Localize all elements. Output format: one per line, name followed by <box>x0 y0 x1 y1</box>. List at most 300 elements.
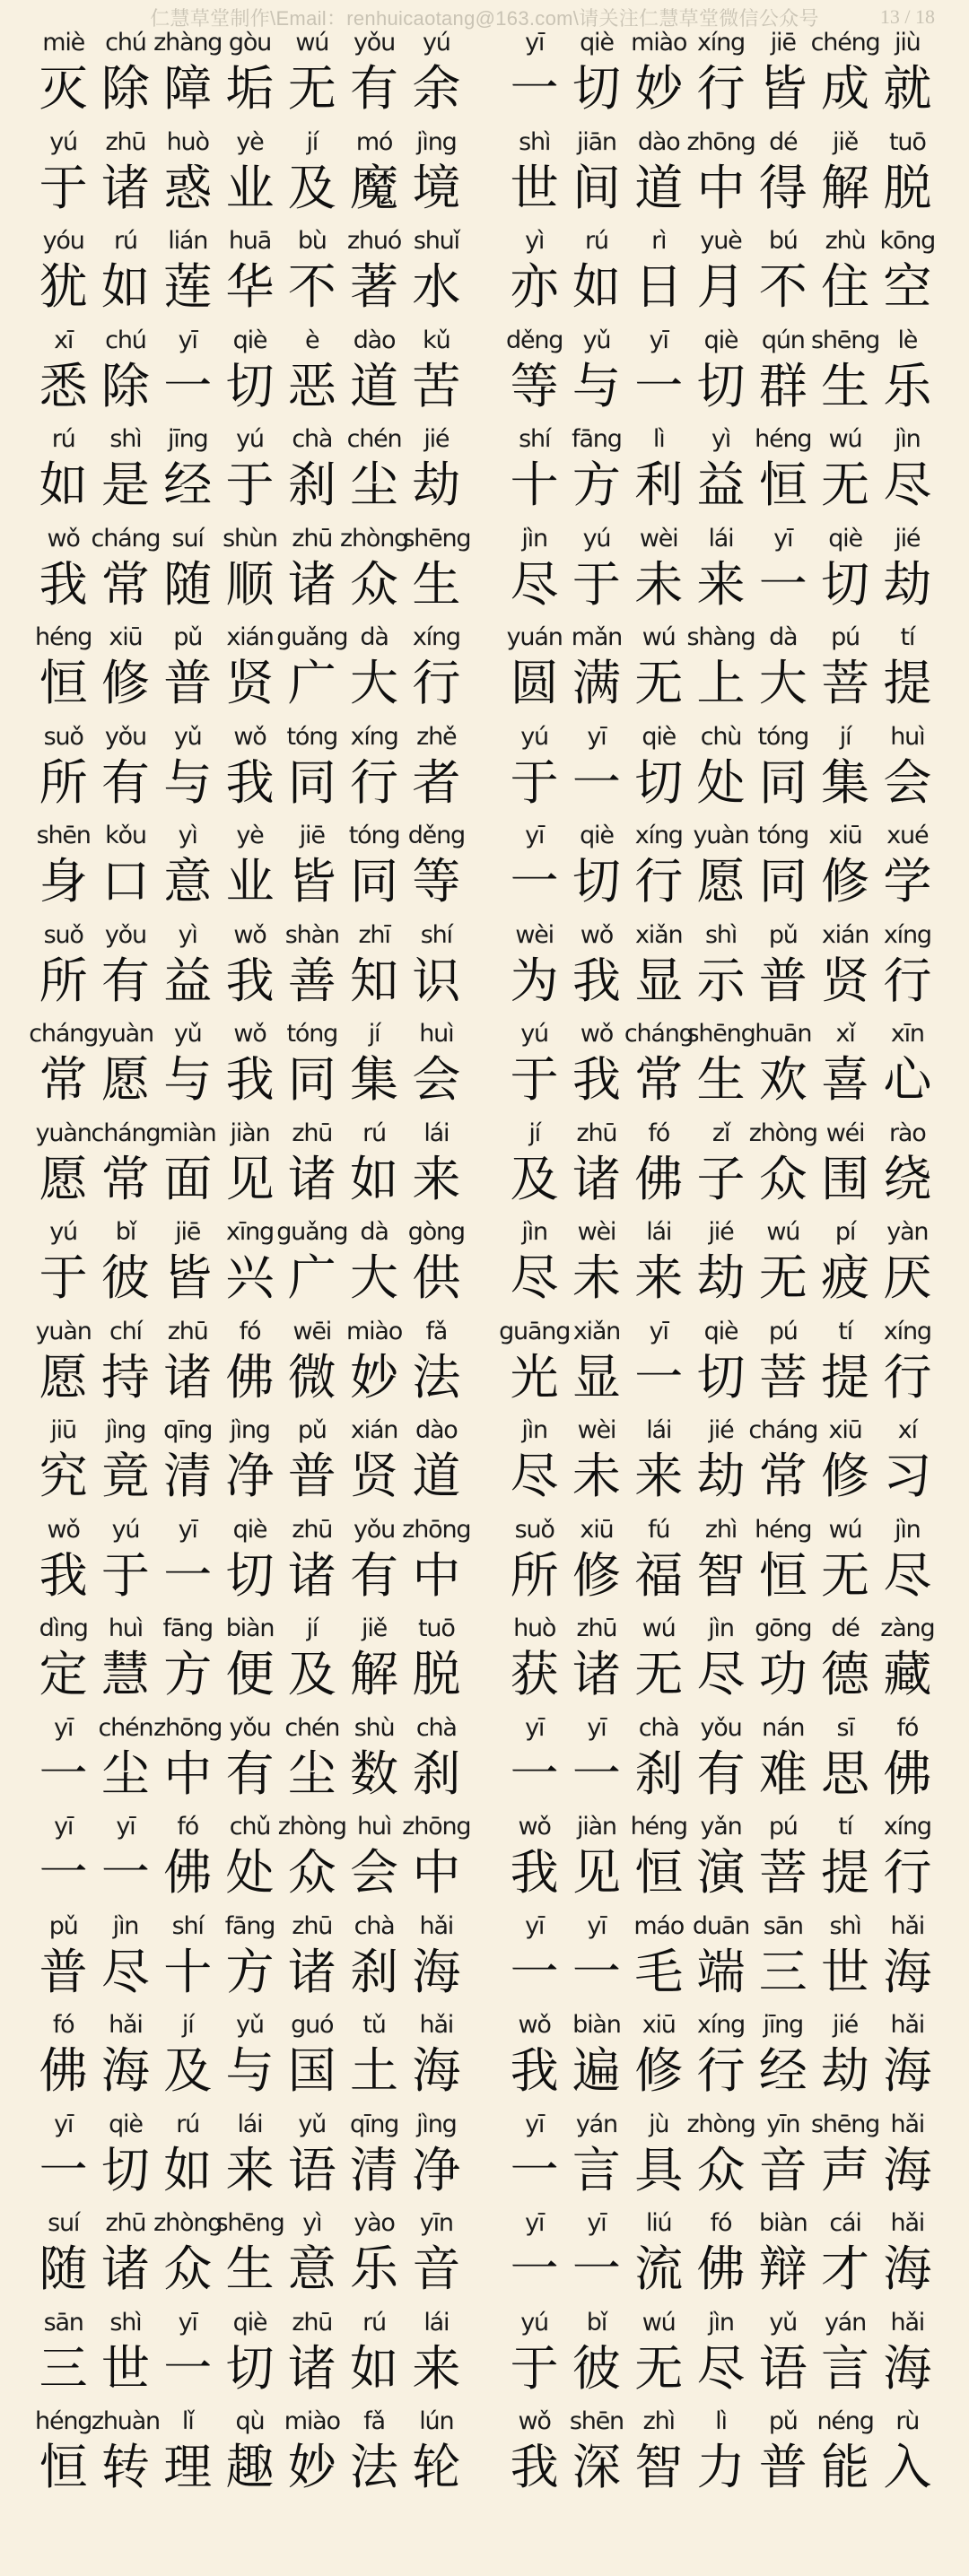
syllable <box>565 1811 627 1910</box>
verse-phrase-left <box>32 820 467 919</box>
syllable <box>406 1118 467 1217</box>
hanzi: 普 <box>758 2439 808 2495</box>
syllable <box>219 1811 281 1910</box>
pinyin: yī <box>649 326 668 354</box>
syllable <box>628 1316 690 1415</box>
hanzi: 上 <box>696 655 746 711</box>
pinyin: wèi <box>577 1416 616 1444</box>
verse-row <box>32 225 938 325</box>
syllable <box>628 1414 690 1514</box>
hanzi: 劫 <box>412 457 461 513</box>
pinyin: jù <box>649 2110 669 2138</box>
hanzi: 功 <box>758 1646 808 1702</box>
hanzi: 劫 <box>696 1448 746 1504</box>
pinyin: xíng <box>883 1813 931 1841</box>
syllable <box>877 622 938 721</box>
hanzi: 同 <box>287 753 336 811</box>
pinyin: yuè <box>700 227 742 255</box>
syllable <box>565 1712 627 1812</box>
hanzi: 我 <box>225 1051 275 1108</box>
pinyin: zhū <box>576 1118 617 1147</box>
pinyin: yuàn <box>97 1020 153 1048</box>
pinyin: zhōng <box>402 1813 471 1841</box>
hanzi: 水 <box>412 258 461 315</box>
hanzi: 一 <box>572 1943 621 2000</box>
pinyin: xíng <box>883 920 931 949</box>
pinyin: yú <box>520 2308 548 2337</box>
syllable <box>343 325 405 424</box>
syllable <box>628 2009 690 2109</box>
hanzi: 善 <box>287 952 336 1009</box>
pinyin: qiè <box>580 822 614 849</box>
syllable <box>752 325 814 424</box>
syllable <box>343 1514 405 1614</box>
pinyin: fú <box>648 1515 670 1544</box>
hanzi: 无 <box>634 2339 684 2397</box>
pinyin: rào <box>889 1118 926 1147</box>
verse-phrase-right <box>503 325 938 424</box>
hanzi: 法 <box>350 2439 399 2495</box>
syllable <box>94 1216 156 1316</box>
hanzi: 我 <box>572 952 621 1009</box>
pinyin: jìn <box>895 1515 921 1544</box>
pinyin: xīn <box>890 1020 924 1048</box>
hanzi: 贤 <box>350 1448 399 1504</box>
verse-phrase-right <box>503 1018 938 1118</box>
syllable <box>94 1910 156 2010</box>
hanzi: 妙 <box>287 2439 336 2495</box>
pinyin: huì <box>108 1614 143 1642</box>
pinyin: tuō <box>418 1614 455 1642</box>
syllable <box>32 2009 94 2109</box>
hanzi: 面 <box>163 1150 213 1207</box>
hanzi: 喜 <box>821 1051 870 1108</box>
syllable <box>814 126 876 226</box>
syllable <box>690 820 752 919</box>
pinyin: dào <box>415 1416 458 1444</box>
syllable <box>752 126 814 226</box>
verse-phrase-right <box>503 1613 938 1712</box>
syllable <box>406 1414 467 1514</box>
pinyin: yǎn <box>700 1813 742 1841</box>
syllable <box>32 423 94 523</box>
hanzi: 言 <box>821 2339 870 2397</box>
pinyin: xiǎn <box>635 920 683 949</box>
syllable <box>503 919 565 1019</box>
hanzi: 切 <box>821 555 870 613</box>
pinyin: zhū <box>292 1515 333 1544</box>
hanzi: 提 <box>883 655 932 711</box>
syllable <box>343 2109 405 2208</box>
hanzi: 围 <box>821 1150 870 1207</box>
pinyin: xíng <box>634 822 683 849</box>
syllable <box>628 1216 690 1316</box>
syllable <box>32 1613 94 1712</box>
pinyin: shí <box>420 920 452 949</box>
pinyin: zǐ <box>711 1118 730 1147</box>
syllable <box>877 820 938 919</box>
pinyin: zhū <box>105 127 146 156</box>
hanzi: 便 <box>225 1646 275 1702</box>
syllable <box>402 523 471 622</box>
syllable <box>157 1910 219 2010</box>
pinyin: yú <box>422 29 450 57</box>
hanzi: 愿 <box>39 1150 88 1207</box>
hanzi: 众 <box>696 2141 746 2198</box>
pinyin: xiū <box>580 1515 614 1544</box>
pinyin: zhuó <box>346 227 402 255</box>
hanzi: 随 <box>39 2241 88 2297</box>
syllable <box>406 1018 467 1118</box>
hanzi: 乐 <box>350 2241 399 2297</box>
syllable <box>91 2406 160 2505</box>
hanzi: 所 <box>39 753 88 811</box>
verse-phrase-left <box>32 1216 467 1316</box>
pinyin: yǒu <box>354 29 396 57</box>
syllable <box>814 2009 876 2109</box>
hanzi: 我 <box>510 2042 559 2099</box>
pinyin: yǒu <box>354 1515 396 1544</box>
pinyin: bǐ <box>115 1218 136 1246</box>
pinyin: yú <box>520 722 548 751</box>
syllable <box>690 1712 752 1812</box>
syllable <box>94 2207 156 2307</box>
syllable <box>628 1712 690 1812</box>
pinyin: huò <box>513 1614 556 1642</box>
hanzi: 海 <box>412 1943 461 2000</box>
pinyin: qún <box>761 326 805 354</box>
hanzi: 彼 <box>572 2339 621 2397</box>
pinyin: wǒ <box>233 1020 266 1048</box>
syllable <box>94 126 156 226</box>
hanzi: 经 <box>758 2042 808 2099</box>
hanzi: 群 <box>758 357 808 414</box>
hanzi: 惑 <box>163 159 213 216</box>
syllable <box>565 2307 627 2406</box>
pinyin: yuàn <box>693 822 749 849</box>
hanzi: 皆 <box>758 60 808 117</box>
pinyin: chén <box>346 425 402 453</box>
verse-phrase-left <box>32 721 467 821</box>
syllable <box>690 325 752 424</box>
hanzi: 修 <box>100 655 150 711</box>
syllable <box>752 1316 814 1415</box>
syllable <box>276 1216 348 1316</box>
syllable <box>219 523 281 622</box>
hanzi: 诸 <box>287 1943 336 2000</box>
hanzi: 心 <box>883 1051 932 1108</box>
hanzi: 著 <box>350 258 399 315</box>
pinyin: xíng <box>697 2011 745 2039</box>
syllable <box>281 423 343 523</box>
syllable <box>406 1216 467 1316</box>
syllable <box>32 820 94 919</box>
syllable <box>565 225 627 325</box>
pinyin: chí <box>109 1317 142 1345</box>
hanzi: 光 <box>510 1348 559 1405</box>
verse-row <box>32 820 938 919</box>
syllable <box>690 225 752 325</box>
syllable <box>565 919 627 1019</box>
verse-row <box>32 1910 938 2010</box>
syllable <box>219 325 281 424</box>
hanzi: 诸 <box>163 1348 213 1405</box>
syllable <box>628 2109 690 2208</box>
verse-phrase-right <box>503 721 938 821</box>
hanzi: 障 <box>163 60 213 117</box>
hanzi: 处 <box>225 1844 275 1901</box>
syllable <box>814 820 876 919</box>
hanzi: 绕 <box>883 1150 932 1207</box>
syllable <box>32 225 94 325</box>
pinyin: fó <box>177 1813 199 1841</box>
pinyin: máo <box>633 1911 685 1940</box>
hanzi: 定 <box>39 1646 88 1702</box>
pinyin: lái <box>708 524 734 553</box>
hanzi: 佛 <box>883 1745 932 1802</box>
syllable <box>690 2207 752 2307</box>
pinyin: tí <box>900 623 915 651</box>
syllable <box>877 2009 938 2109</box>
syllable <box>406 2207 467 2307</box>
syllable <box>752 1018 814 1118</box>
pinyin: wǒ <box>518 2407 551 2435</box>
syllable <box>628 225 690 325</box>
hanzi: 海 <box>883 1943 932 2000</box>
pinyin: tóng <box>348 822 400 849</box>
syllable <box>406 225 467 325</box>
syllable <box>752 2307 814 2406</box>
pinyin: yīn <box>419 2209 453 2237</box>
pinyin: chà <box>292 425 333 453</box>
syllable <box>565 2207 627 2307</box>
hanzi: 境 <box>412 159 461 216</box>
syllable <box>877 2207 938 2307</box>
pinyin: cháng <box>29 1020 99 1048</box>
pinyin: kǒu <box>105 822 146 849</box>
pinyin: lì <box>652 425 665 453</box>
syllable <box>32 126 94 226</box>
syllable <box>343 1118 405 1217</box>
syllable <box>503 1414 565 1514</box>
pinyin: suǒ <box>43 920 83 949</box>
hanzi: 有 <box>100 753 150 811</box>
hanzi: 垢 <box>225 60 275 117</box>
pinyin: guó <box>291 2011 334 2039</box>
syllable <box>565 27 627 126</box>
pinyin: gòu <box>228 29 272 57</box>
hanzi: 生 <box>412 555 461 613</box>
pinyin: hǎi <box>890 2209 925 2237</box>
hanzi: 不 <box>287 258 336 315</box>
verse-phrase-right <box>503 919 938 1019</box>
syllable <box>277 1811 346 1910</box>
syllable <box>219 126 281 226</box>
syllable <box>877 1018 938 1118</box>
pinyin: yì <box>525 227 545 255</box>
pinyin: wèi <box>515 920 554 949</box>
hanzi: 道 <box>350 357 399 414</box>
verse-row <box>32 1216 938 1316</box>
hanzi: 无 <box>634 655 684 711</box>
hanzi: 如 <box>350 1150 399 1207</box>
syllable <box>628 423 690 523</box>
pinyin: yī <box>525 29 545 57</box>
syllable <box>628 1514 690 1614</box>
hanzi: 修 <box>821 853 870 909</box>
hanzi: 力 <box>696 2439 746 2495</box>
pinyin: yī <box>178 2308 197 2337</box>
hanzi: 三 <box>758 1943 808 2000</box>
syllable <box>877 423 938 523</box>
pinyin: xíng <box>883 1317 931 1345</box>
hanzi: 诸 <box>287 555 336 613</box>
hanzi: 诸 <box>287 2339 336 2397</box>
hanzi: 未 <box>572 1249 621 1306</box>
syllable <box>406 919 467 1019</box>
syllable <box>503 820 565 919</box>
hanzi: 理 <box>163 2439 213 2495</box>
pinyin: dà <box>360 1218 388 1246</box>
syllable <box>157 919 219 1019</box>
hanzi: 诸 <box>287 1150 336 1207</box>
syllable <box>690 1316 752 1415</box>
hanzi: 方 <box>225 1943 275 2000</box>
syllable <box>281 2207 343 2307</box>
syllable <box>503 1514 565 1614</box>
pinyin: jìng <box>105 1416 146 1444</box>
hanzi: 及 <box>287 1646 336 1702</box>
verse-row <box>32 919 938 1019</box>
syllable <box>406 1910 467 2010</box>
syllable <box>340 523 409 622</box>
syllable <box>32 2109 94 2208</box>
hanzi: 我 <box>39 1546 88 1604</box>
syllable <box>690 1216 752 1316</box>
hanzi: 无 <box>287 60 336 117</box>
pinyin: hǎi <box>890 2011 925 2039</box>
syllable <box>565 325 627 424</box>
pinyin: děng <box>407 822 465 849</box>
pinyin: yàn <box>886 1218 929 1246</box>
hanzi: 无 <box>821 457 870 513</box>
syllable <box>281 523 343 622</box>
hanzi: 如 <box>39 457 88 513</box>
verse-phrase-right <box>503 2109 938 2208</box>
hanzi: 诸 <box>287 1546 336 1604</box>
syllable <box>91 523 161 622</box>
hanzi: 道 <box>412 1448 461 1504</box>
hanzi: 我 <box>39 555 88 613</box>
syllable <box>503 1613 565 1712</box>
pinyin: shì <box>109 425 142 453</box>
syllable <box>343 225 405 325</box>
syllable <box>32 2307 94 2406</box>
syllable <box>503 2009 565 2109</box>
pinyin: pǔ <box>48 1911 78 1940</box>
pinyin: bù <box>297 227 327 255</box>
hanzi: 中 <box>163 1745 213 1802</box>
syllable <box>281 721 343 821</box>
hanzi: 一 <box>510 2241 559 2297</box>
hanzi: 佛 <box>634 1150 684 1207</box>
pinyin: jiān <box>576 127 616 156</box>
syllable <box>157 126 219 226</box>
pinyin: héng <box>755 1515 812 1544</box>
pinyin: guǎng <box>276 1218 348 1246</box>
pinyin: yǔ <box>769 2308 798 2337</box>
hanzi: 一 <box>510 1943 559 2000</box>
syllable <box>343 2009 405 2109</box>
syllable <box>281 820 343 919</box>
pinyin: rú <box>362 2308 386 2337</box>
pinyin: fāng <box>224 1911 275 1940</box>
syllable <box>752 1910 814 2010</box>
syllable <box>406 820 467 919</box>
verse-row <box>32 2406 938 2505</box>
pinyin: chéng <box>810 29 880 57</box>
hanzi: 如 <box>100 258 150 315</box>
pinyin: shù <box>354 1713 395 1742</box>
hanzi: 会 <box>350 1844 399 1901</box>
pinyin: fāng <box>572 425 622 453</box>
syllable <box>219 2307 281 2406</box>
syllable <box>814 1910 876 2010</box>
hanzi: 深 <box>572 2439 621 2495</box>
syllable <box>94 2109 156 2208</box>
hanzi: 同 <box>287 1051 336 1108</box>
pinyin: yī <box>587 1713 607 1742</box>
syllable <box>219 2109 281 2208</box>
hanzi: 亦 <box>510 258 559 315</box>
syllable <box>690 423 752 523</box>
syllable <box>814 523 876 622</box>
hanzi: 切 <box>225 2339 275 2397</box>
hanzi: 竟 <box>100 1448 150 1504</box>
hanzi: 众 <box>287 1844 336 1901</box>
pinyin: jiē <box>770 29 796 57</box>
pinyin: shēng <box>686 1020 755 1048</box>
pinyin: wú <box>642 1614 676 1642</box>
pinyin: yǔ <box>298 2110 327 2138</box>
hanzi: 来 <box>412 1150 461 1207</box>
syllable <box>157 1613 219 1712</box>
pinyin: suí <box>48 2209 80 2237</box>
syllable <box>503 1712 565 1812</box>
syllable <box>877 126 938 226</box>
verse-row <box>32 1712 938 1812</box>
hanzi: 为 <box>510 952 559 1009</box>
hanzi: 数 <box>350 1745 399 1802</box>
hanzi: 愿 <box>696 853 746 909</box>
pinyin: néng <box>816 2407 874 2435</box>
syllable <box>157 2109 219 2208</box>
syllable <box>153 1712 223 1812</box>
verse-row <box>32 325 938 424</box>
verse-row <box>29 1018 938 1118</box>
syllable <box>814 1811 876 1910</box>
hanzi: 佛 <box>225 1348 275 1405</box>
syllable <box>406 325 467 424</box>
hanzi: 尘 <box>350 457 399 513</box>
syllable <box>32 523 94 622</box>
pinyin: lái <box>237 2110 263 2138</box>
hanzi: 声 <box>821 2141 870 2198</box>
pinyin: pǔ <box>768 920 798 949</box>
pinyin: wǒ <box>47 1515 80 1544</box>
syllable <box>814 2307 876 2406</box>
hanzi: 解 <box>821 159 870 216</box>
